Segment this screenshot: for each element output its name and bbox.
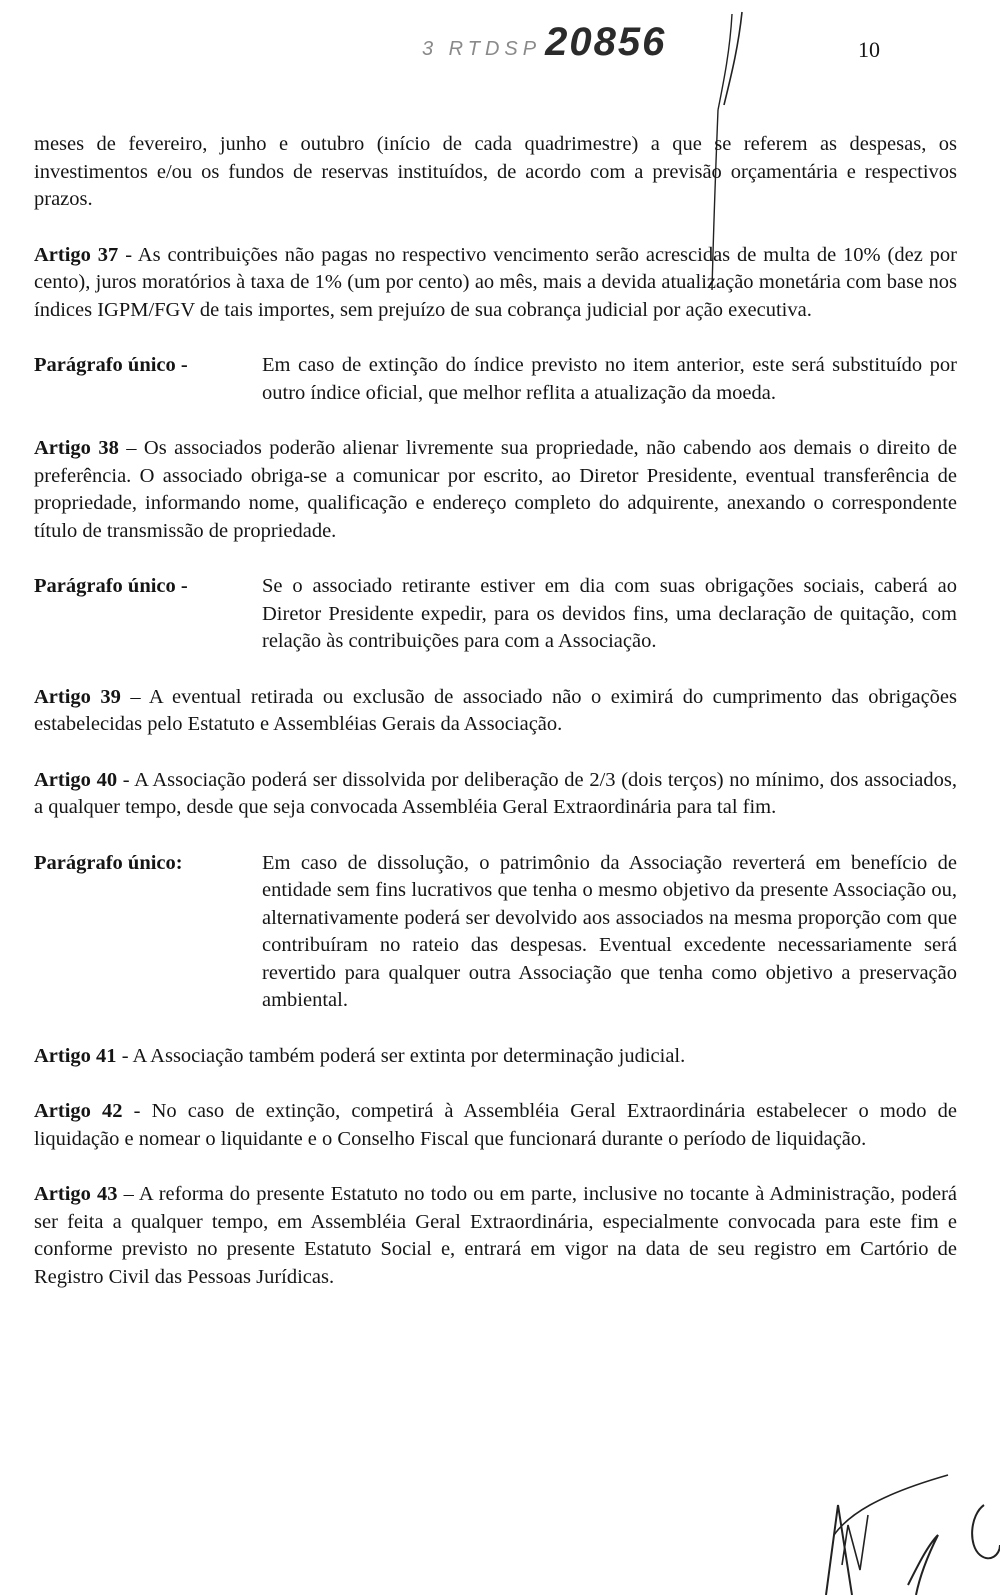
sole-paragraph-label: Parágrafo único: bbox=[34, 851, 183, 874]
article-text: – A eventual retirada ou exclusão de associado não o eximirá do cumprimento das obrigações estabelecidas pelo Estatuto e Assembléias Gerais da Associação. bbox=[34, 685, 957, 735]
article-text: - A Associação poderá ser dissolvida por deliberação de 2/3 (dois terços) no mínimo, dos associados, a qualquer tempo, desde que seja convocada Assembléia Geral Extraordinária para tal fim. bbox=[34, 768, 957, 818]
sole-paragraph-text: Em caso de dissolução, o patrimônio da Associação reverterá em benefício de entidade sem fins lucrativos que tenha o mesmo objetivo da presente Associação ou, alternativamente poderá ser devolvido aos associados na mesma proporção com que contribuíram no rateio das despesas. Eventual excedente necessariamente será revertido para qualquer outra Associação que tenha como objetivo a preservação ambiental. bbox=[262, 851, 957, 1011]
article-43 bbox=[34, 1181, 957, 1291]
article-text: – A reforma do presente Estatuto no todo ou em parte, inclusive no tocante à Administração, poderá ser feita a qualquer tempo, em Assembléia Geral Extraordinária, especialmente convocada para este fim e conforme previsto no presente Estatuto Social e, entrará em vigor na data de seu registro em Cartório de Registro Civil das Pessoas Jurídicas. bbox=[34, 1183, 957, 1288]
intro-text: meses de fevereiro, junho e outubro (início de cada quadrimestre) a que se referem as despesas, os investimentos e/ou os fundos de reservas instituídos, de acordo com a previsão orçamentária e respectivos prazos. bbox=[34, 133, 957, 210]
article-38 bbox=[34, 435, 957, 545]
sole-paragraph-text: Se o associado retirante estiver em dia com suas obrigações sociais, caberá ao Diretor Presidente expedir, para os devidos fins, uma declaração de quitação, com relação às contribuições para com a Associação. bbox=[262, 575, 957, 652]
article-40-sole-paragraph bbox=[34, 850, 957, 1015]
article-heading: Artigo 38 bbox=[34, 437, 119, 459]
article-41 bbox=[34, 1043, 957, 1071]
article-text: - A Associação também poderá ser extinta por determinação judicial. bbox=[121, 1044, 686, 1067]
handwritten-signature bbox=[808, 1445, 1000, 1595]
stamp-number: 20856 bbox=[545, 20, 667, 64]
article-heading: Artigo 40 bbox=[34, 768, 118, 791]
article-37 bbox=[34, 242, 957, 325]
article-42 bbox=[34, 1098, 957, 1153]
document-body bbox=[34, 131, 957, 1291]
article-text: - As contribuições não pagas no respectivo vencimento serão acrescidas de multa de 10% (dez por cento), juros moratórios à taxa de 1% (um por cento) ao mês, mais a devida atualização monetária com base nos índices IGPM/FGV de tais importes, sem prejuízo de sua cobrança judicial por ação executiva. bbox=[34, 243, 957, 321]
article-38-sole-paragraph bbox=[34, 573, 957, 656]
sole-paragraph-text: Em caso de extinção do índice previsto no item anterior, este será substituído por outro índice oficial, que melhor reflita a atualização da moeda. bbox=[262, 354, 957, 404]
article-heading: Artigo 37 bbox=[34, 243, 119, 266]
registry-stamp bbox=[422, 20, 666, 65]
article-heading: Artigo 43 bbox=[34, 1183, 118, 1205]
page-number: 10 bbox=[858, 37, 880, 62]
paragraph-intro bbox=[34, 131, 957, 214]
article-heading: Artigo 39 bbox=[34, 685, 121, 708]
article-37-sole-paragraph bbox=[34, 352, 957, 407]
sole-paragraph-label: Parágrafo único - bbox=[34, 354, 188, 376]
stamp-prefix: 3 RTDSP bbox=[422, 38, 542, 60]
article-heading: Artigo 42 bbox=[34, 1100, 123, 1122]
sole-paragraph-label: Parágrafo único - bbox=[34, 575, 188, 597]
article-40 bbox=[34, 767, 957, 822]
article-39 bbox=[34, 684, 957, 739]
article-heading: Artigo 41 bbox=[34, 1044, 117, 1067]
article-text: - No caso de extinção, competirá à Assembléia Geral Extraordinária estabelecer o modo de liquidação e nomear o liquidante e o Conselho Fiscal que funcionará durante o período de liquidação. bbox=[34, 1100, 957, 1150]
article-text: – Os associados poderão alienar livremente sua propriedade, não cabendo aos demais o direito de preferência. O associado obriga-se a comunicar por escrito, ao Diretor Presidente, eventual transferência de propriedade, informando nome, qualificação e endereço completo do adquirente, anexando o correspondente título de transmissão de propriedade. bbox=[34, 437, 957, 542]
